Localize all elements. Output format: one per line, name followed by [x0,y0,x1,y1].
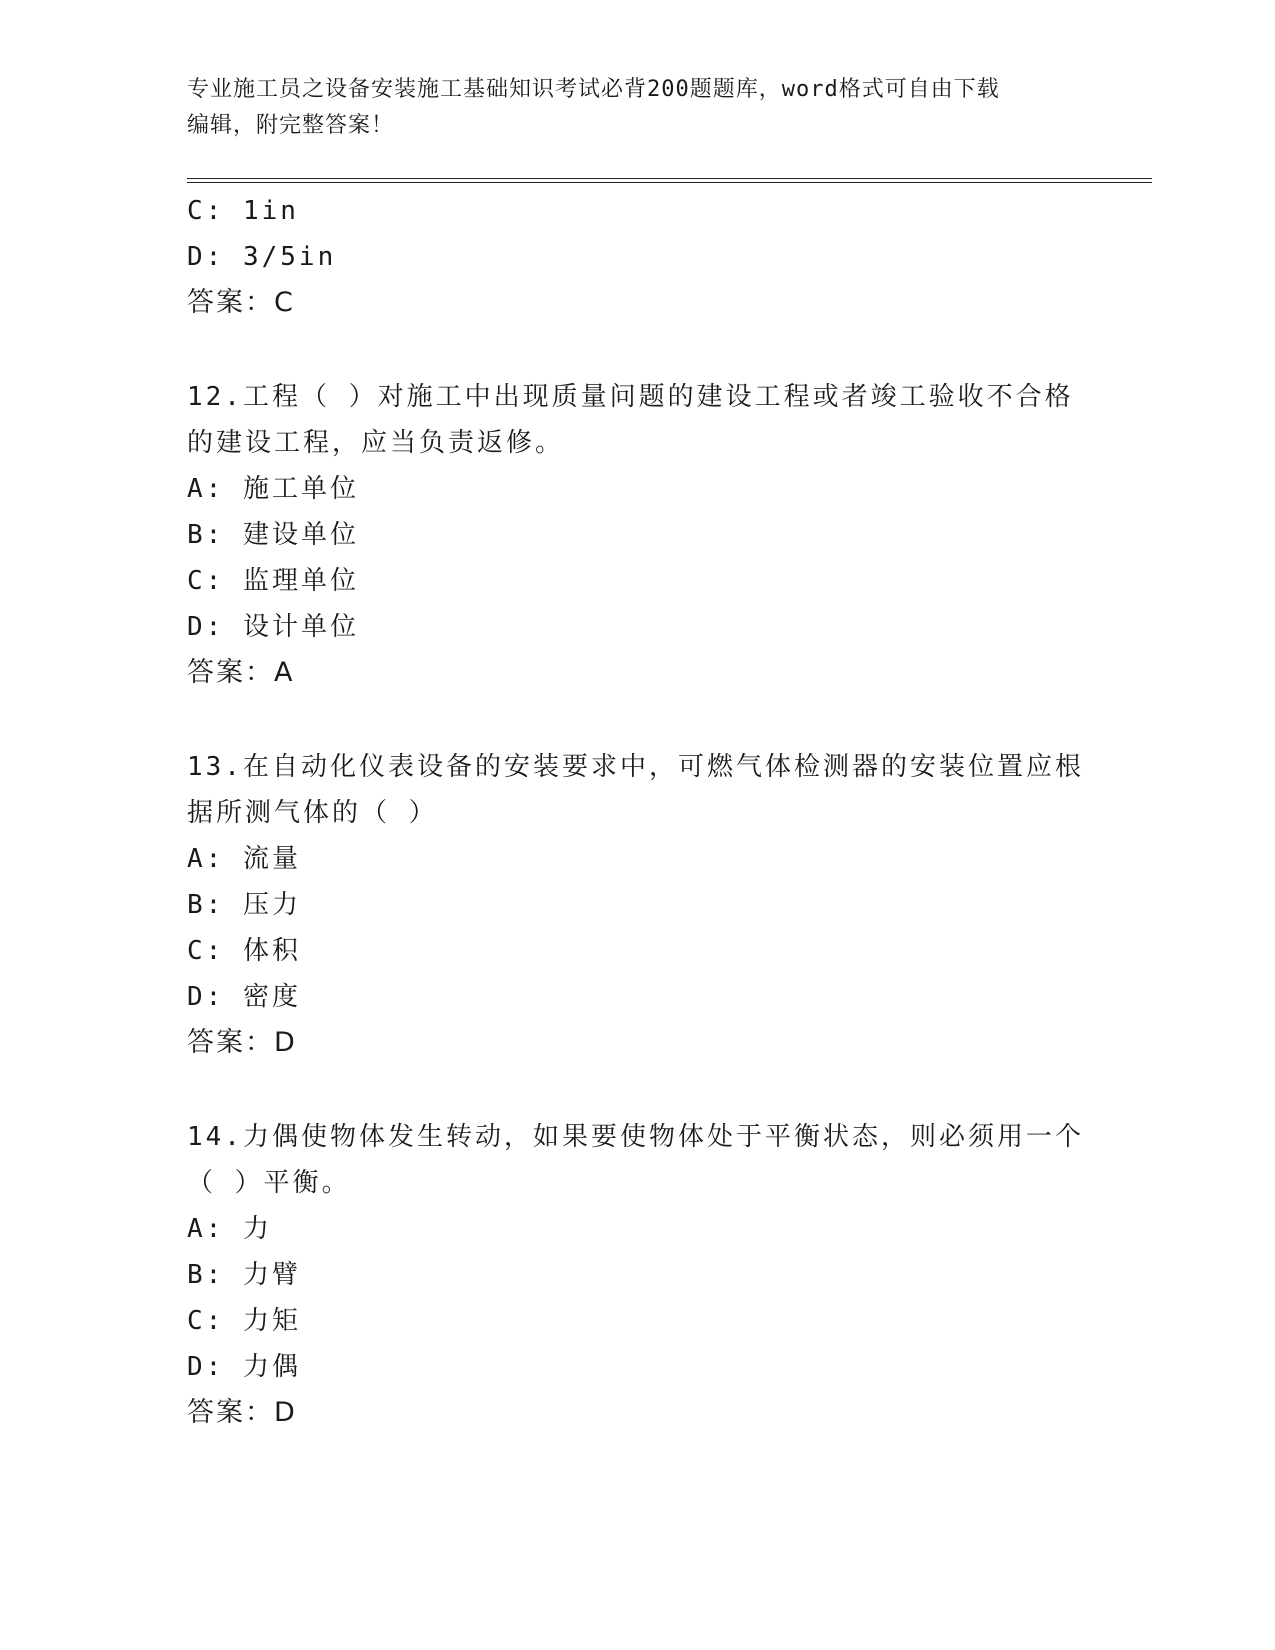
option-a: A: 力 [187,1214,272,1244]
question-text-line: （ ）平衡。 [187,1168,351,1198]
question-gap [187,696,1087,744]
answer-line: 答案：D [187,1397,297,1428]
option-d: D: 3/5in [187,242,337,272]
option-b: B: 建设单位 [187,520,359,550]
option-d: D: 力偶 [187,1352,301,1382]
question-13 [187,744,1087,1066]
question-11-continuation [187,188,1087,326]
option-d: D: 设计单位 [187,612,359,642]
question-text-line: 12.工程（ ）对施工中出现质量问题的建设工程或者竣工验收不合格 [187,382,1074,412]
document-header [187,72,1087,144]
question-text-line: 的建设工程，应当负责返修。 [187,428,565,458]
option-c: C: 监理单位 [187,566,359,596]
option-c: C: 1in [187,196,299,226]
question-14 [187,1114,1087,1436]
question-text-line: 据所测气体的（ ） [187,798,438,828]
option-c: C: 体积 [187,936,301,966]
question-gap [187,326,1087,374]
question-text-line: 13.在自动化仪表设备的安装要求中，可燃气体检测器的安装位置应根 [187,752,1084,782]
header-title-line-1: 专业施工员之设备安装施工基础知识考试必背200题题库，word格式可自由下载 [187,77,1000,102]
option-c: C: 力矩 [187,1306,301,1336]
option-d: D: 密度 [187,982,301,1012]
option-b: B: 压力 [187,890,301,920]
header-divider [187,178,1152,183]
option-a: A: 施工单位 [187,474,359,504]
option-a: A: 流量 [187,844,301,874]
question-12 [187,374,1087,696]
option-b: B: 力臂 [187,1260,301,1290]
answer-line: 答案：C [187,287,295,318]
question-gap [187,1066,1087,1114]
header-title-line-2: 编辑，附完整答案！ [187,113,395,138]
question-content [187,188,1087,1436]
answer-line: 答案：A [187,657,295,688]
answer-line: 答案：D [187,1027,297,1058]
question-text-line: 14.力偶使物体发生转动，如果要使物体处于平衡状态，则必须用一个 [187,1122,1084,1152]
